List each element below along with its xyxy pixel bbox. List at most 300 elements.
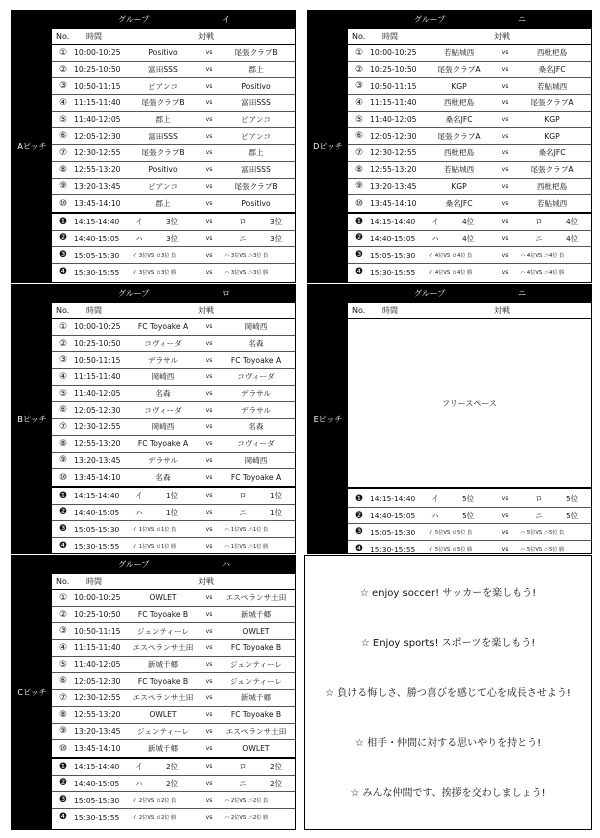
vs-label: vs (205, 542, 213, 550)
match-no: ② (354, 64, 364, 75)
pitch-label: Bピッチ (12, 285, 52, 553)
match-row (52, 145, 295, 162)
final-row (52, 538, 295, 555)
match-row (52, 45, 295, 62)
team-away: FC Toyoake A (230, 355, 282, 365)
team-away: 富田SSS (241, 165, 271, 175)
vs-label: vs (205, 711, 213, 719)
team-away: 若鮎城西 (536, 81, 568, 91)
group-b: ロ (239, 491, 247, 501)
group-a: イ (431, 494, 439, 504)
group-bar (348, 285, 591, 303)
match-time: 12:05-12:30 (74, 676, 121, 686)
rank-b: 2位 (269, 762, 283, 772)
team-home: FC Toyoake A (137, 439, 189, 449)
match-no: ④ (58, 642, 68, 653)
header-match: 対戦 (494, 306, 510, 315)
match-no: ❹ (58, 267, 68, 278)
match-row (348, 95, 591, 112)
match-no: ❸ (58, 524, 68, 535)
group-b: ロ (239, 762, 247, 772)
pitch-label: Eピッチ (308, 285, 348, 553)
vs-label: vs (205, 390, 213, 398)
match-time: 12:05-12:30 (74, 131, 121, 141)
match-row (52, 336, 295, 353)
match-time: 12:55-13:20 (74, 165, 121, 175)
match-no: ④ (58, 371, 68, 382)
tournament-rows (348, 491, 591, 558)
group-a: イ (431, 217, 439, 227)
match-time: 11:40-12:05 (74, 115, 121, 125)
match-no: ⑦ (354, 147, 364, 158)
match-no: ❹ (354, 544, 364, 555)
team-away: FC Toyoake A (230, 473, 282, 483)
match-time: 10:25-10:50 (74, 339, 121, 349)
match-no: ⑨ (58, 181, 68, 192)
rank-a: 1位 (165, 507, 179, 517)
match-row (52, 436, 295, 453)
tournament-row (52, 488, 295, 505)
match-time: 10:25-10:50 (74, 610, 121, 620)
team-away: 新城千郷 (240, 610, 272, 620)
group-b: ニ (239, 233, 247, 243)
team-home: 尾張クラブB (141, 148, 185, 158)
match-time: 11:15-11:40 (370, 98, 417, 108)
rank-a: 5位 (461, 494, 475, 504)
match-row (52, 707, 295, 724)
final-right: ハ 4位VS ニ4位 勝 (520, 269, 565, 276)
match-time: 15:05-15:30 (74, 524, 120, 534)
vs-label: vs (205, 356, 213, 364)
final-left: イ 5位VS ロ5位 勝 (428, 546, 473, 553)
team-home: コヴィーダ (144, 339, 182, 349)
final-left: イ 3位VS ロ3位 勝 (132, 269, 177, 276)
vs-label: vs (501, 512, 509, 520)
vs-label: vs (205, 340, 213, 348)
match-time: 10:50-11:15 (370, 81, 417, 91)
vs-label: vs (501, 99, 509, 107)
match-no: ③ (58, 81, 68, 92)
slogan-1: ☆ enjoy soccer! サッカーを楽しもう! (359, 588, 537, 599)
match-time: 13:45-14:10 (74, 744, 121, 754)
vs-label: vs (205, 644, 213, 652)
match-no: ❷ (58, 233, 68, 244)
header-time: 時間 (86, 306, 102, 315)
team-home: 新城千郷 (147, 744, 179, 754)
vs-label: vs (205, 373, 213, 381)
vs-label: vs (205, 182, 213, 190)
group-a: イ (135, 491, 143, 501)
match-no: ❶ (354, 216, 364, 227)
match-no: ① (58, 47, 68, 58)
team-away: エスペランサ土田 (225, 593, 287, 603)
team-away: ピアンコ (240, 131, 272, 141)
rank-b: 2位 (269, 778, 283, 788)
tournament-row (52, 776, 295, 793)
rank-a: 2位 (165, 778, 179, 788)
team-away: ジェンティーレ (229, 660, 283, 670)
match-time: 14:15-14:40 (74, 762, 120, 772)
match-time: 13:20-13:45 (74, 726, 121, 736)
match-row (52, 640, 295, 657)
rank-b: 5位 (565, 511, 579, 521)
league-rows (52, 319, 295, 486)
vs-label: vs (205, 132, 213, 140)
team-away: 郡上 (248, 148, 264, 158)
header-time: 時間 (382, 32, 398, 41)
match-no: ❶ (58, 761, 68, 772)
vs-label: vs (205, 474, 213, 482)
team-away: ジェンティーレ (229, 676, 283, 686)
vs-label: vs (205, 813, 213, 821)
match-row (52, 369, 295, 386)
vs-label: vs (205, 323, 213, 331)
match-time: 13:20-13:45 (370, 181, 417, 191)
pitch-label: Cピッチ (12, 556, 52, 829)
team-home: OWLET (149, 710, 177, 720)
final-row (348, 264, 591, 281)
match-time: 13:45-14:10 (74, 199, 121, 209)
column-header (52, 303, 295, 319)
vs-label: vs (205, 677, 213, 685)
vs-label: vs (205, 49, 213, 57)
final-left: イ 2位VS ロ2位 負 (132, 797, 177, 804)
final-row (52, 264, 295, 281)
team-away: 桑名JFC (538, 148, 566, 158)
match-time: 11:40-12:05 (74, 660, 121, 670)
pitch-d-block (307, 10, 592, 283)
final-left: イ 2位VS ロ2位 勝 (132, 814, 177, 821)
match-no: ❶ (58, 490, 68, 501)
vs-label: vs (205, 66, 213, 74)
final-row (52, 247, 295, 264)
group-b: ロ (535, 494, 543, 504)
match-no: ⑦ (58, 421, 68, 432)
team-home: 新城千郷 (147, 660, 179, 670)
rank-a: 3位 (165, 217, 179, 227)
match-time: 15:30-15:55 (74, 541, 120, 551)
match-row (348, 45, 591, 62)
match-time: 11:40-12:05 (74, 389, 121, 399)
tournament-row (348, 231, 591, 248)
header-no: No. (56, 577, 70, 586)
team-away: 富田SSS (241, 98, 271, 108)
group-b: ニ (535, 233, 543, 243)
rank-b: 4位 (565, 233, 579, 243)
team-away: 名森 (248, 422, 264, 432)
group-b: ニ (239, 778, 247, 788)
match-time: 12:55-13:20 (74, 439, 121, 449)
header-time: 時間 (86, 32, 102, 41)
match-no: ⑦ (58, 692, 68, 703)
match-time: 14:40-15:05 (370, 233, 416, 243)
vs-label: vs (205, 508, 213, 516)
final-right: ハ 5位VS ニ5位 負 (520, 529, 565, 536)
team-home: 富田SSS (148, 65, 178, 75)
tournament-row (348, 508, 591, 525)
match-time: 10:25-10:50 (74, 65, 121, 75)
team-away: デラサル (241, 389, 271, 399)
vs-label: vs (205, 745, 213, 753)
final-row (348, 247, 591, 264)
match-row (52, 607, 295, 624)
team-home: 尾張クラブA (437, 65, 481, 75)
vs-label: vs (501, 234, 509, 242)
match-no: ❷ (354, 233, 364, 244)
match-no: ⑥ (58, 131, 68, 142)
group-label: グループ (414, 289, 446, 298)
group-bar (52, 11, 295, 29)
slogan-2: ☆ Enjoy sports! スポーツを楽しもう! (360, 638, 536, 649)
team-home: KGP (451, 181, 467, 191)
team-away: 若鮎城西 (536, 199, 568, 209)
match-time: 11:15-11:40 (74, 372, 121, 382)
match-row (348, 195, 591, 212)
team-home: ピアンコ (147, 81, 179, 91)
team-away: 郡上 (248, 65, 264, 75)
final-right: ハ 2位VS ニ2位 勝 (224, 814, 269, 821)
match-no: ❸ (58, 795, 68, 806)
rank-a: 4位 (461, 233, 475, 243)
vs-label: vs (205, 200, 213, 208)
match-time: 10:00-10:25 (370, 48, 417, 58)
group-bar (52, 556, 295, 574)
final-right: ハ 5位VS ニ5位 勝 (520, 546, 565, 553)
match-no: ⑩ (354, 198, 364, 209)
header-no: No. (56, 306, 70, 315)
header-match: 対戦 (198, 32, 214, 41)
match-row (52, 162, 295, 179)
team-away: 岡崎西 (244, 455, 268, 465)
team-home: 西枇杷島 (443, 98, 475, 108)
match-row (348, 78, 591, 95)
team-away: コヴィーダ (237, 372, 275, 382)
match-row (52, 657, 295, 674)
group-a: イ (135, 217, 143, 227)
final-right: ハ 1位VS ニ1位 勝 (224, 543, 269, 550)
team-home: 尾張クラブA (437, 131, 481, 141)
vs-label: vs (205, 456, 213, 464)
team-home: OWLET (149, 593, 177, 603)
match-no: ④ (58, 97, 68, 108)
group-a: ハ (135, 778, 143, 788)
final-left: イ 1位VS ロ1位 勝 (132, 543, 177, 550)
match-time: 12:30-12:55 (370, 148, 417, 158)
vs-label: vs (501, 132, 509, 140)
team-home: ピアンコ (147, 181, 179, 191)
match-time: 15:30-15:55 (370, 544, 416, 554)
team-away: エスペランサ土田 (225, 726, 287, 736)
match-no: ① (354, 47, 364, 58)
vs-label: vs (501, 66, 509, 74)
group-label: グループ (118, 560, 150, 569)
header-no: No. (56, 32, 70, 41)
vs-label: vs (501, 218, 509, 226)
team-home: Positivo (148, 48, 178, 58)
match-no: ⑩ (58, 472, 68, 483)
vs-label: vs (205, 116, 213, 124)
team-home: 郡上 (155, 115, 171, 125)
match-time: 10:00-10:25 (74, 48, 121, 58)
match-time: 12:05-12:30 (74, 405, 121, 415)
match-row (52, 402, 295, 419)
group-b: ニ (239, 507, 247, 517)
pitch-b-block (11, 284, 296, 554)
header-no: No. (352, 32, 366, 41)
vs-label: vs (501, 182, 509, 190)
match-no: ❶ (58, 216, 68, 227)
match-no: ⑤ (354, 114, 364, 125)
column-header (348, 29, 591, 45)
match-time: 10:00-10:25 (74, 593, 121, 603)
match-no: ③ (354, 81, 364, 92)
team-home: デラサル (148, 455, 178, 465)
group-b: ロ (239, 217, 247, 227)
final-left: イ 4位VS ロ4位 負 (428, 252, 473, 259)
final-left: イ 5位VS ロ5位 負 (428, 529, 473, 536)
team-home: 西枇杷島 (443, 148, 475, 158)
team-away: 尾張クラブB (234, 48, 278, 58)
vs-label: vs (501, 149, 509, 157)
vs-label: vs (501, 528, 509, 536)
team-away: 尾張クラブA (530, 98, 574, 108)
final-left: イ 3位VS ロ3位 負 (132, 252, 177, 259)
vs-label: vs (501, 49, 509, 57)
match-no: ⑥ (354, 131, 364, 142)
team-home: FC Toyoake A (137, 322, 189, 332)
team-home: 桑名JFC (445, 199, 473, 209)
match-row (52, 453, 295, 470)
final-right: ハ 1位VS ニ1位 負 (224, 526, 269, 533)
match-row (52, 740, 295, 757)
match-no: ② (58, 609, 68, 620)
match-row (52, 469, 295, 486)
match-no: ② (58, 338, 68, 349)
column-header (52, 574, 295, 590)
match-time: 12:55-13:20 (370, 165, 417, 175)
match-row (52, 690, 295, 707)
pitch-a-block (11, 10, 296, 283)
match-row (52, 673, 295, 690)
team-home: Positivo (148, 165, 178, 175)
match-no: ⑦ (58, 147, 68, 158)
final-right: ハ 3位VS ニ3位 負 (224, 252, 269, 259)
match-row (52, 419, 295, 436)
match-no: ⑨ (354, 181, 364, 192)
vs-label: vs (205, 82, 213, 90)
match-time: 14:15-14:40 (74, 491, 120, 501)
final-right: ハ 3位VS ニ3位 勝 (224, 269, 269, 276)
schedule-sheet (11, 10, 592, 830)
team-home: エスペランサ土田 (132, 643, 194, 653)
team-home: FC Toyoake B (137, 610, 189, 620)
pitch-c-block (11, 555, 296, 830)
tournament-row (52, 759, 295, 776)
match-no: ⑨ (58, 726, 68, 737)
match-time: 15:05-15:30 (74, 795, 120, 805)
column-header (52, 29, 295, 45)
team-away: 尾張クラブB (234, 181, 278, 191)
match-row (52, 62, 295, 79)
group-name: ニ (518, 289, 526, 298)
match-no: ⑧ (58, 438, 68, 449)
team-away: FC Toyoake B (230, 643, 282, 653)
group-name: ハ (222, 560, 230, 569)
vs-label: vs (205, 694, 213, 702)
match-time: 11:15-11:40 (74, 98, 121, 108)
match-no: ⑧ (354, 164, 364, 175)
match-time: 14:15-14:40 (370, 217, 416, 227)
match-time: 15:30-15:55 (74, 812, 120, 822)
group-label: グループ (118, 289, 150, 298)
match-time: 14:40-15:05 (74, 233, 120, 243)
tournament-rows (52, 757, 295, 826)
team-home: 若鮎城西 (443, 165, 475, 175)
match-no: ❷ (58, 778, 68, 789)
tournament-rows (348, 212, 591, 281)
vs-label: vs (501, 116, 509, 124)
match-time: 14:15-14:40 (74, 217, 120, 227)
team-away: 名森 (248, 339, 264, 349)
vs-label: vs (501, 268, 509, 276)
group-b: ニ (535, 511, 543, 521)
team-home: エスペランサ土田 (132, 693, 194, 703)
column-header (348, 303, 591, 319)
group-a: ハ (431, 511, 439, 521)
rank-a: 5位 (461, 511, 475, 521)
tournament-row (52, 505, 295, 522)
final-right: ハ 2位VS ニ2位 負 (224, 797, 269, 804)
match-time: 11:15-11:40 (74, 643, 121, 653)
vs-label: vs (205, 611, 213, 619)
match-time: 10:50-11:15 (74, 626, 121, 636)
match-time: 10:50-11:15 (74, 355, 121, 365)
vs-label: vs (205, 661, 213, 669)
match-time: 15:30-15:55 (74, 267, 120, 277)
vs-label: vs (205, 796, 213, 804)
match-no: ⑤ (58, 388, 68, 399)
group-a: ハ (135, 233, 143, 243)
match-time: 14:15-14:40 (370, 494, 416, 504)
team-away: コヴィーダ (237, 439, 275, 449)
vs-label: vs (205, 440, 213, 448)
group-a: ハ (431, 233, 439, 243)
match-row (52, 78, 295, 95)
rank-b: 1位 (269, 507, 283, 517)
team-home: 名森 (155, 473, 171, 483)
vs-label: vs (205, 234, 213, 242)
tournament-row (348, 491, 591, 508)
match-no: ③ (58, 626, 68, 637)
vs-label: vs (205, 406, 213, 414)
match-no: ❷ (58, 507, 68, 518)
team-home: 桑名JFC (445, 115, 473, 125)
vs-label: vs (205, 627, 213, 635)
vs-label: vs (205, 251, 213, 259)
league-rows (348, 45, 591, 212)
match-time: 14:40-15:05 (370, 511, 416, 521)
match-row (52, 623, 295, 640)
team-away: 尾張クラブA (530, 165, 574, 175)
vs-label: vs (501, 495, 509, 503)
slogan-5: ☆ みんな仲間です、挨拶を交わしましょう! (350, 788, 546, 799)
match-row (52, 179, 295, 196)
team-away: Positivo (241, 199, 271, 209)
final-row (348, 524, 591, 541)
vs-label: vs (501, 82, 509, 90)
rank-b: 1位 (269, 491, 283, 501)
rank-b: 3位 (269, 233, 283, 243)
